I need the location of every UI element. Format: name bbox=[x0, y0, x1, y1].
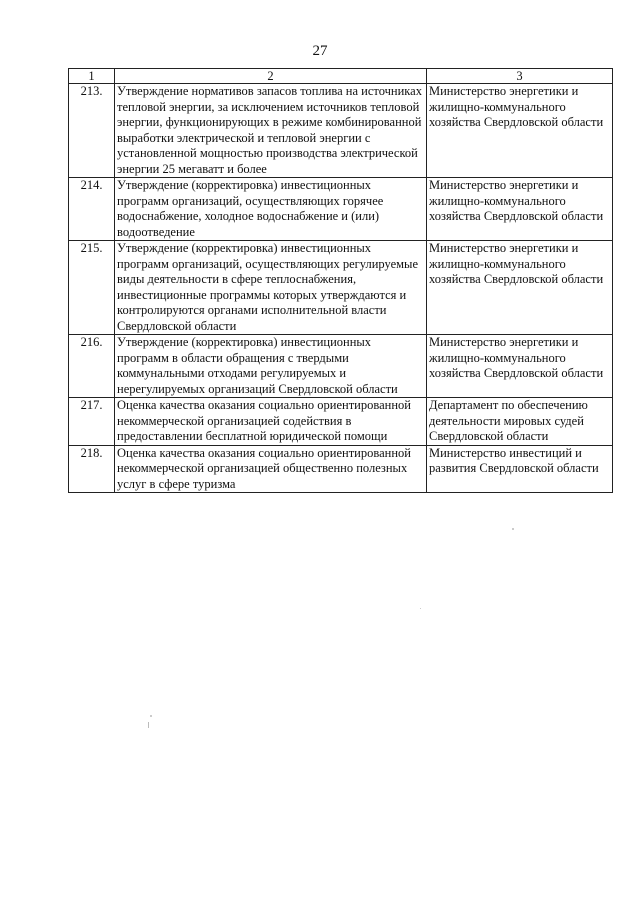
row-activity: Оценка качества оказания социально ориентированной некоммерческой организацией содействия в предоставлении бесплатной юридической помощи bbox=[115, 398, 427, 446]
row-authority: Департамент по обеспечению деятельности мировых судей Свердловской области bbox=[427, 398, 613, 446]
row-number: 214. bbox=[69, 178, 115, 241]
column-header-activity: 2 bbox=[115, 69, 427, 84]
column-header-number: 1 bbox=[69, 69, 115, 84]
row-activity: Утверждение (корректировка) инвестиционных программ в области обращения с твердыми коммунальными отходами регулируемых и нерегулируемых организаций Свердловской области bbox=[115, 335, 427, 398]
table-row bbox=[69, 335, 613, 398]
row-number: 215. bbox=[69, 241, 115, 335]
table-row bbox=[69, 241, 613, 335]
row-number: 217. bbox=[69, 398, 115, 446]
row-number: 213. bbox=[69, 84, 115, 178]
row-authority: Министерство энергетики и жилищно-коммунального хозяйства Свердловской области bbox=[427, 84, 613, 178]
row-authority: Министерство энергетики и жилищно-коммунального хозяйства Свердловской области bbox=[427, 241, 613, 335]
scan-speck bbox=[512, 528, 514, 530]
table-row bbox=[69, 398, 613, 446]
row-authority: Министерство энергетики и жилищно-коммунального хозяйства Свердловской области bbox=[427, 178, 613, 241]
table-row bbox=[69, 84, 613, 178]
page-number: 27 bbox=[312, 43, 328, 59]
row-authority: Министерство инвестиций и развития Свердловской области bbox=[427, 445, 613, 493]
table-row bbox=[69, 445, 613, 493]
scan-speck bbox=[148, 722, 149, 728]
column-header-authority: 3 bbox=[427, 69, 613, 84]
scan-speck bbox=[420, 608, 421, 609]
row-authority: Министерство энергетики и жилищно-коммунального хозяйства Свердловской области bbox=[427, 335, 613, 398]
row-activity: Утверждение (корректировка) инвестиционных программ организаций, осуществляющих регулируемые виды деятельности в сфере теплоснабжения, инвестиционные программы которых утверждаются и контролируются органами исполнительной власти Свердловской области bbox=[115, 241, 427, 335]
row-number: 216. bbox=[69, 335, 115, 398]
row-activity: Утверждение нормативов запасов топлива на источниках тепловой энергии, за исключением источников тепловой энергии, функционирующих в режиме комбинированной выработки электрической и тепловой энергии с установленной мощностью производства электрической энергии 25 мегаватт и более bbox=[115, 84, 427, 178]
document-table bbox=[68, 68, 613, 493]
table-header-row bbox=[69, 69, 613, 84]
scan-speck bbox=[150, 715, 152, 717]
table-row bbox=[69, 178, 613, 241]
row-activity: Оценка качества оказания социально ориентированной некоммерческой организацией общественно полезных услуг в сфере туризма bbox=[115, 445, 427, 493]
row-number: 218. bbox=[69, 445, 115, 493]
row-activity: Утверждение (корректировка) инвестиционных программ организаций, осуществляющих горячее водоснабжение, холодное водоснабжение и (или) водоотведение bbox=[115, 178, 427, 241]
